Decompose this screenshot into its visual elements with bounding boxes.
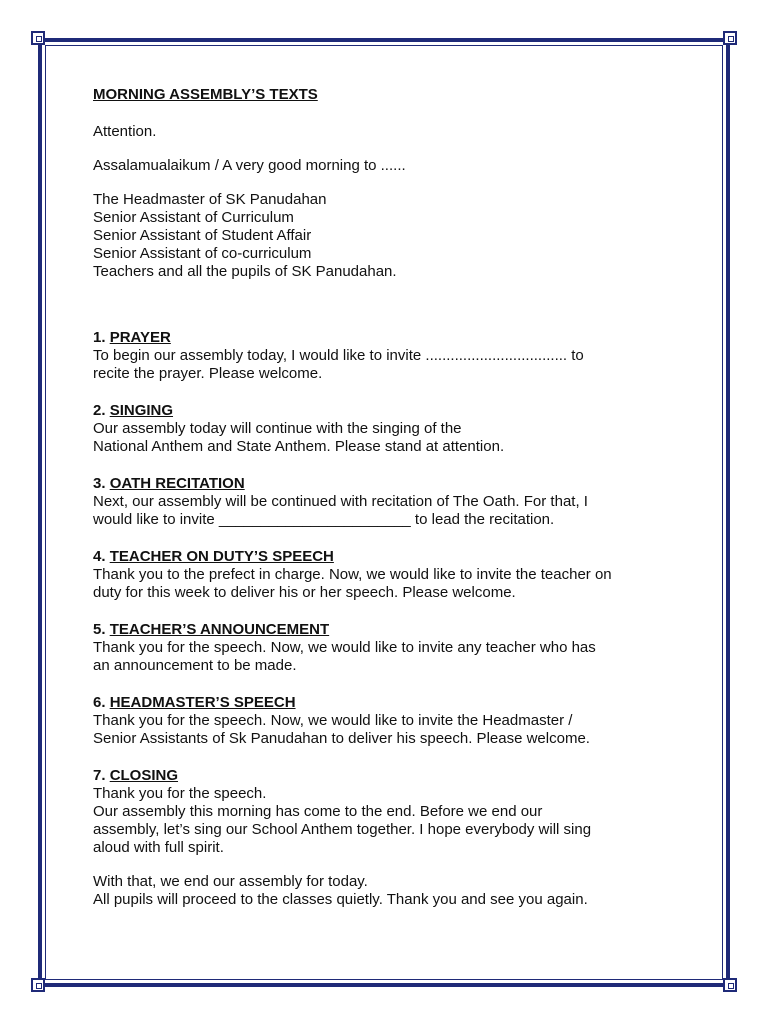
addressee-line: Teachers and all the pupils of SK Panudahan. bbox=[93, 263, 397, 280]
section-line: National Anthem and State Anthem. Please stand at attention. bbox=[93, 438, 505, 455]
section-number: 3. bbox=[93, 475, 106, 492]
section-heading bbox=[93, 621, 683, 639]
document-body bbox=[93, 86, 683, 909]
corner-ornament-top-left bbox=[31, 31, 45, 45]
section-title: HEADMASTER’S SPEECH bbox=[109, 694, 296, 711]
closing-line: All pupils will proceed to the classes quietly. Thank you and see you again. bbox=[93, 891, 588, 908]
addressee-line: Senior Assistant of co-curriculum bbox=[93, 245, 312, 262]
section-heading bbox=[93, 329, 683, 347]
section-line: recite the prayer. Please welcome. bbox=[93, 365, 323, 382]
section-closing bbox=[93, 767, 683, 857]
section-singing bbox=[93, 402, 683, 456]
addressee-line: The Headmaster of SK Panudahan bbox=[93, 191, 327, 208]
corner-ornament-top-right bbox=[723, 31, 737, 45]
corner-ornament-bottom-left bbox=[31, 978, 45, 992]
section-title: OATH RECITATION bbox=[109, 475, 245, 492]
section-line: would like to invite _______________________ to lead the recitation. bbox=[93, 511, 555, 528]
section-line: Our assembly today will continue with the singing of the bbox=[93, 420, 462, 437]
section-teacher-announcement bbox=[93, 621, 683, 675]
addressee-line: Senior Assistant of Curriculum bbox=[93, 209, 294, 226]
closing-line: With that, we end our assembly for today. bbox=[93, 873, 368, 890]
addressee-list bbox=[93, 191, 683, 281]
section-oath-recitation bbox=[93, 475, 683, 529]
section-line: To begin our assembly today, I would like to invite .................................. to bbox=[93, 347, 584, 364]
addressee-line: Senior Assistant of Student Affair bbox=[93, 227, 312, 244]
section-number: 7. bbox=[93, 767, 106, 784]
corner-ornament-bottom-right bbox=[723, 978, 737, 992]
section-heading bbox=[93, 402, 683, 420]
section-teacher-on-duty-speech bbox=[93, 548, 683, 602]
section-number: 1. bbox=[93, 329, 106, 346]
section-prayer bbox=[93, 329, 683, 383]
section-line: duty for this week to deliver his or her speech. Please welcome. bbox=[93, 584, 516, 601]
section-title: TEACHER’S ANNOUNCEMENT bbox=[109, 621, 330, 638]
greeting-line: Assalamualaikum / A very good morning to ...... bbox=[93, 157, 406, 174]
section-number: 4. bbox=[93, 548, 106, 565]
section-heading bbox=[93, 475, 683, 493]
section-line: Thank you for the speech. Now, we would like to invite the Headmaster / bbox=[93, 712, 573, 729]
attention-line: Attention. bbox=[93, 123, 157, 140]
section-line: an announcement to be made. bbox=[93, 657, 297, 674]
closing-remarks bbox=[93, 873, 683, 909]
section-line: assembly, let’s sing our School Anthem together. I hope everybody will sing bbox=[93, 821, 592, 838]
document-title: MORNING ASSEMBLY’S TEXTS bbox=[93, 86, 318, 103]
section-title: PRAYER bbox=[109, 329, 171, 346]
section-line: Thank you to the prefect in charge. Now, we would like to invite the teacher on bbox=[93, 566, 612, 583]
section-heading bbox=[93, 548, 683, 566]
section-number: 5. bbox=[93, 621, 106, 638]
section-line: aloud with full spirit. bbox=[93, 839, 224, 856]
section-title: CLOSING bbox=[109, 767, 179, 784]
section-title: TEACHER ON DUTY’S SPEECH bbox=[109, 548, 334, 565]
section-line: Thank you for the speech. Now, we would like to invite any teacher who has bbox=[93, 639, 596, 656]
section-heading bbox=[93, 767, 683, 785]
section-number: 2. bbox=[93, 402, 106, 419]
section-line: Our assembly this morning has come to the end. Before we end our bbox=[93, 803, 543, 820]
section-number: 6. bbox=[93, 694, 106, 711]
section-title: SINGING bbox=[109, 402, 174, 419]
section-heading bbox=[93, 694, 683, 712]
section-line: Next, our assembly will be continued with recitation of The Oath. For that, I bbox=[93, 493, 588, 510]
section-headmaster-speech bbox=[93, 694, 683, 748]
section-line: Senior Assistants of Sk Panudahan to deliver his speech. Please welcome. bbox=[93, 730, 590, 747]
section-line: Thank you for the speech. bbox=[93, 785, 267, 802]
